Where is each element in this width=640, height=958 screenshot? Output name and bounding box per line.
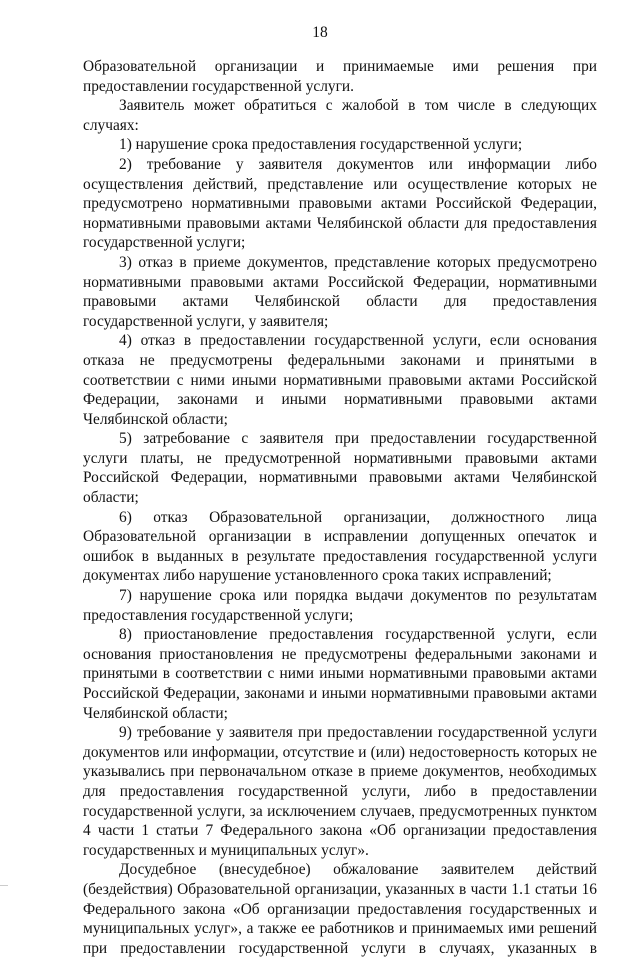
list-item-5: 5) затребование с заявителя при предоставлении государственной услуги платы, не предусмотренной нормативными правовыми актами Российской Федерации, нормативными правовыми актами Челябинской области; <box>83 430 597 507</box>
list-item-1: 1) нарушение срока предоставления государственной услуги; <box>119 136 523 154</box>
scan-edge-mark <box>0 885 8 886</box>
list-item-4: 4) отказ в предоставлении государственной услуги, если основания отказа не предусмотрены федеральными законами и принятыми в соответствии с ними иными нормативными правовыми актами Российской Федерации, законами и иными нормативными правовыми актами Челябинской области; <box>83 332 597 428</box>
page-number: 18 <box>312 24 328 41</box>
list-item-3: 3) отказ в приеме документов, представление которых предусмотрено нормативными правовыми актами Российской Федерации, нормативными правовыми актами Челябинской области для предоставления государственной услуги, у заявителя; <box>83 253 597 330</box>
list-item-9: 9) требование у заявителя при предоставлении государственной услуги документов или информации, отсутствие и (или) недостоверность которых не указывались при первоначальном отказе в приеме документов, необходимых для предоставления государственной услуги, либо в предоставлении государственной услуги, за исключением случаев, предусмотренных пунктом 4 части 1 статьи 7 Федерального закона «Об организации предоставления государственных и муниципальных услуг». <box>83 724 597 859</box>
list-item-7: 7) нарушение срока или порядка выдачи документов по результатам предоставления государственной услуги; <box>83 587 597 624</box>
paragraph-continuation: Образовательной организации и принимаемые ими решения при предоставлении государственной услуги. <box>83 58 597 95</box>
list-item-6: 6) отказ Образовательной организации, должностного лица Образовательной организации в исправлении допущенных опечаток и ошибок в выданных в результате предоставления государственной услуги документах либо нарушение установленного срока таких исправлений; <box>83 508 597 585</box>
paragraph-pretrial-appeal: Досудебное (внесудебное) обжалование заявителем действий (бездействия) Образовательной организации, указанных в части 1.1 статьи 16 Федерального закона «Об организации предоставления государственных и муниципальных услуг», а также ее работников и принимаемых ими решений при предоставлении государственной услуги в случаях, указанных в <box>83 861 597 957</box>
list-item-2: 2) требование у заявителя документов или информации либо осуществления действий, представление или осуществление которых не предусмотрено нормативными правовыми актами Российской Федерации, нормативными правовыми актами Челябинской области для предоставления государственной услуги; <box>83 155 597 252</box>
list-item-8: 8) приостановление предоставления государственной услуги, если основания приостановления не предусмотрены федеральными законами и принятыми в соответствии с ними иными нормативными правовыми актами Российской Федерации, законами и иными нормативными правовыми актами Челябинской области; <box>83 626 597 722</box>
paragraph-complaint-cases-intro: Заявитель может обратиться с жалобой в том числе в следующих случаях: <box>83 97 597 134</box>
document-body <box>83 57 597 958</box>
